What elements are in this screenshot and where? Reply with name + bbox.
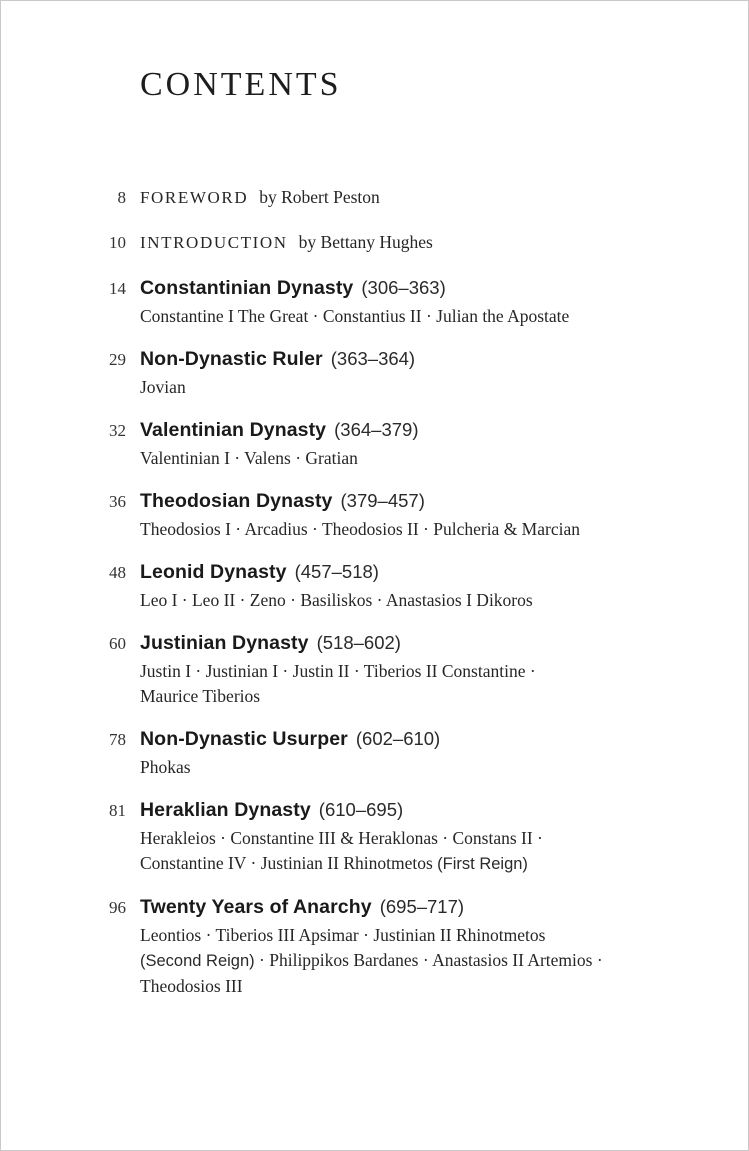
toc-entry-content [140,344,700,400]
dynasty-title: Justinian Dynasty [140,632,309,654]
front-matter-line [140,183,700,213]
dynasty-heading [140,273,700,304]
dynasty-heading [140,344,700,375]
toc-entry [1,228,748,258]
dynasty-heading [140,557,700,588]
dynasty-title: Leonid Dynasty [140,561,287,583]
toc-entry-content [140,273,700,329]
dynasty-years: (610–695) [318,799,404,820]
toc-entry [1,628,748,709]
dynasty-title: Non-Dynastic Usurper [140,728,348,750]
ruler-names-line: Leo I · Leo II · Zeno · Basiliskos · Anastasios I Dikoros [140,590,533,610]
dynasty-years: (695–717) [379,896,465,917]
page-number: 29 [109,350,126,369]
ruler-names-line: Justin I · Justinian I · Justin II · Tiberios II Constantine · [140,661,536,681]
dynasty-heading [140,724,700,755]
ruler-list [140,659,700,709]
ruler-names-line: Jovian [140,377,186,397]
ruler-names-line: Constantine IV · Justinian II Rhinotmetos (First Reign) [140,853,528,873]
dynasty-heading [140,415,700,446]
ruler-list [140,826,700,877]
toc-entry-content [140,724,700,780]
dynasty-heading [140,892,700,923]
ruler-list [140,588,700,613]
toc-entry [1,486,748,542]
dynasty-title: Theodosian Dynasty [140,490,333,512]
toc-entry-content [140,557,700,613]
dynasty-heading [140,628,700,659]
dynasty-years: (457–518) [294,561,379,582]
page-number: 96 [109,898,126,917]
reign-note: (Second Reign) [140,952,255,970]
section-label: FOREWORD [140,188,249,207]
toc-entry [1,892,748,999]
ruler-names-line: Constantine I The Great · Constantius II · Julian the Apostate [140,306,570,326]
ruler-list [140,375,700,400]
dynasty-years: (306–363) [361,277,446,298]
page-number: 78 [109,730,126,749]
ruler-names-line: Maurice Tiberios [140,686,261,706]
reign-note: (First Reign) [437,855,528,873]
ruler-list [140,923,700,999]
section-byline: by Robert Peston [259,187,380,207]
toc-entry-content [140,795,700,877]
toc-entry [1,344,748,400]
dynasty-title: Valentinian Dynasty [140,419,327,441]
page-number: 10 [109,233,126,252]
ruler-names-line: Phokas [140,757,191,777]
ruler-list [140,755,700,780]
toc-entry-content [140,415,700,471]
page-number: 81 [109,801,126,820]
toc-entry [1,273,748,329]
dynasty-title: Twenty Years of Anarchy [140,896,372,918]
dynasty-years: (602–610) [355,728,441,749]
page-number: 32 [109,421,126,440]
ruler-list [140,304,700,329]
ruler-names-line: Leontios · Tiberios III Apsimar · Justinian II Rhinotmetos [140,925,546,945]
toc-entry-content [140,183,700,213]
toc-entry-content [140,892,700,999]
toc-entry [1,724,748,780]
dynasty-years: (518–602) [316,632,401,653]
page-number: 48 [109,563,126,582]
toc-entry [1,557,748,613]
section-label: INTRODUCTION [140,233,288,252]
page-number: 8 [117,188,126,207]
dynasty-heading [140,795,700,826]
ruler-names-line: Theodosios III [140,976,243,996]
ruler-names-line: (Second Reign) · Philippikos Bardanes · Anastasios II Artemios · [140,950,603,970]
page-number: 14 [109,279,126,298]
dynasty-years: (364–379) [334,419,419,440]
dynasty-heading [140,486,700,517]
dynasty-title: Heraklian Dynasty [140,799,311,821]
toc-list [1,183,748,999]
dynasty-years: (363–364) [330,348,416,369]
section-byline: by Bettany Hughes [298,232,433,252]
page-number: 36 [109,492,126,511]
toc-entry-content [140,628,700,709]
toc-entry [1,415,748,471]
toc-entry [1,183,748,213]
page-title: CONTENTS [140,66,342,103]
dynasty-title: Non-Dynastic Ruler [140,348,323,370]
ruler-names-line: Valentinian I · Valens · Gratian [140,448,358,468]
ruler-list [140,517,700,542]
front-matter-line [140,228,700,258]
dynasty-years: (379–457) [340,490,425,511]
toc-entry-content [140,486,700,542]
ruler-names-line: Herakleios · Constantine III & Heraklonas · Constans II · [140,828,543,848]
toc-entry-content [140,228,700,258]
page-number: 60 [109,634,126,653]
ruler-names-line: Theodosios I · Arcadius · Theodosios II · Pulcheria & Marcian [140,519,580,539]
ruler-list [140,446,700,471]
dynasty-title: Constantinian Dynasty [140,277,354,299]
toc-entry [1,795,748,877]
